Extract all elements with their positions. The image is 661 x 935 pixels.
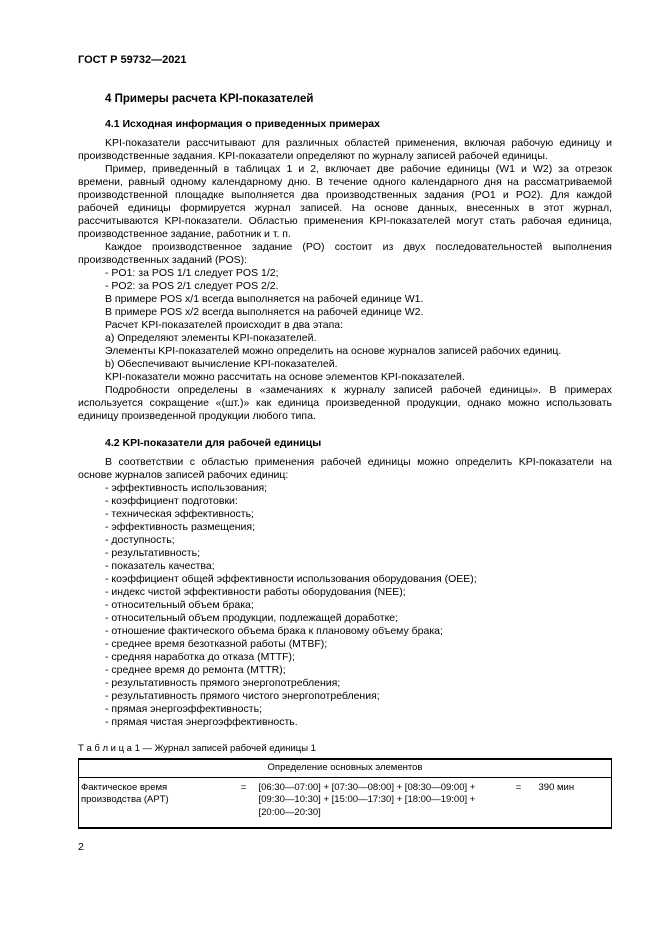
row-value: 390 мин bbox=[538, 781, 575, 793]
list-item: - отношение фактического объема брака к плановому объему брака; bbox=[105, 625, 443, 637]
document-header: ГОСТ Р 59732—2021 bbox=[78, 54, 187, 66]
paragraph: b) Обеспечивают вычисление KPI-показателей. bbox=[105, 358, 338, 370]
list-item: - коэффициент общей эффективности использования оборудования (OEE); bbox=[105, 573, 477, 585]
page-number: 2 bbox=[78, 841, 84, 853]
list-item: - показатель качества; bbox=[105, 560, 215, 572]
paragraph: a) Определяют элементы KPI-показателей. bbox=[105, 332, 317, 344]
list-item: - доступность; bbox=[105, 534, 175, 546]
row-expression: [06:30—07:00] + [07:30—08:00] + [08:30—09:00] + [09:30—10:30] + [15:00—17:30] + [18:00—19:00] + [20:00—20:30] bbox=[258, 781, 476, 818]
list-item: - относительный объем продукции, подлежащей доработке; bbox=[105, 612, 399, 624]
paragraph: В соответствии с областью применения рабочей единицы можно определить KPI-показатели на основе журналов записей рабочих единиц: bbox=[78, 456, 612, 481]
section-4-title: 4 Примеры расчета KPI-показателей bbox=[105, 93, 314, 105]
list-item: - эффективность использования; bbox=[105, 482, 268, 494]
list-item: - результативность прямого чистого энергопотребления; bbox=[105, 690, 380, 702]
paragraph: Подробности определены в «замечаниях к журналу записей рабочей единицы». В примерах используется сокращение «(шт.)» как единица произведенной продукции, однако можно использовать единицу произведенной продукции любого типа. bbox=[78, 384, 612, 422]
list-item: - PO1: за POS 1/1 следует POS 1/2; bbox=[105, 267, 279, 279]
list-item: - среднее время до ремонта (MTTR); bbox=[105, 664, 286, 676]
row-equals-1: = bbox=[240, 781, 247, 793]
list-item: - прямая чистая энергоэффективность. bbox=[105, 716, 298, 728]
list-item: - результативность прямого энергопотребления; bbox=[105, 677, 341, 689]
table-1-caption: Т а б л и ц а 1 — Журнал записей рабочей единицы 1 bbox=[78, 743, 316, 754]
paragraph: В примере POS x/1 всегда выполняется на рабочей единице W1. bbox=[105, 293, 424, 305]
section-4-1-title: 4.1 Исходная информация о приведенных примерах bbox=[105, 118, 380, 130]
list-item: - средняя наработка до отказа (MTTF); bbox=[105, 651, 295, 663]
list-item: - техническая эффективность; bbox=[105, 508, 254, 520]
list-item: - среднее время безотказной работы (MTBF); bbox=[105, 638, 328, 650]
paragraph: В примере POS x/2 всегда выполняется на рабочей единице W2. bbox=[105, 306, 424, 318]
list-item: - коэффициент подготовки: bbox=[105, 495, 238, 507]
paragraph: KPI-показатели рассчитывают для различных областей применения, включая рабочую единицу и производственные задания. KPI-показатели определяют по журналу записей рабочей единицы. bbox=[78, 137, 612, 162]
paragraph: Элементы KPI-показателей можно определить на основе журналов записей рабочих единиц. bbox=[105, 345, 562, 357]
section-4-2-title: 4.2 KPI-показатели для рабочей единицы bbox=[105, 437, 322, 449]
row-label: Фактическое время производства (APT) bbox=[81, 781, 169, 805]
row-equals-2: = bbox=[515, 781, 522, 793]
paragraph: Пример, приведенный в таблицах 1 и 2, включает две рабочие единицы (W1 и W2) за отрезок времени, равный одному календарному дню. В течение одного календарного дня на рассматриваемой производственной площадке выполняется два производственных задания (PO1 и PO2). Для каждой рабочей единицы формируется журнал записей. На основе данных, внесенных в этот журнал, рассчитываются KPI-показатели. Областью применения KPI-показателей могут стать рабочая единица, производственное задание, работник и т. п. bbox=[78, 163, 612, 240]
list-item: - индекс чистой эффективности работы оборудования (NEE); bbox=[105, 586, 406, 598]
list-item: - PO2: за POS 2/1 следует POS 2/2. bbox=[105, 280, 279, 292]
paragraph: Каждое производственное задание (PO) состоит из двух последовательностей выполнения производственных заданий (POS): bbox=[78, 241, 612, 266]
paragraph: KPI-показатели можно рассчитать на основе элементов KPI-показателей. bbox=[105, 371, 465, 383]
table-header-cell: Определение основных элементов bbox=[79, 759, 612, 777]
list-item: - относительный объем брака; bbox=[105, 599, 254, 611]
table-1 bbox=[78, 758, 612, 829]
table-header-row bbox=[79, 759, 612, 777]
table-row bbox=[79, 777, 612, 828]
paragraph: Расчет KPI-показателей происходит в два этапа: bbox=[105, 319, 344, 331]
list-item: - результативность; bbox=[105, 547, 200, 559]
list-item: - прямая энергоэффективность; bbox=[105, 703, 262, 715]
list-item: - эффективность размещения; bbox=[105, 521, 255, 533]
